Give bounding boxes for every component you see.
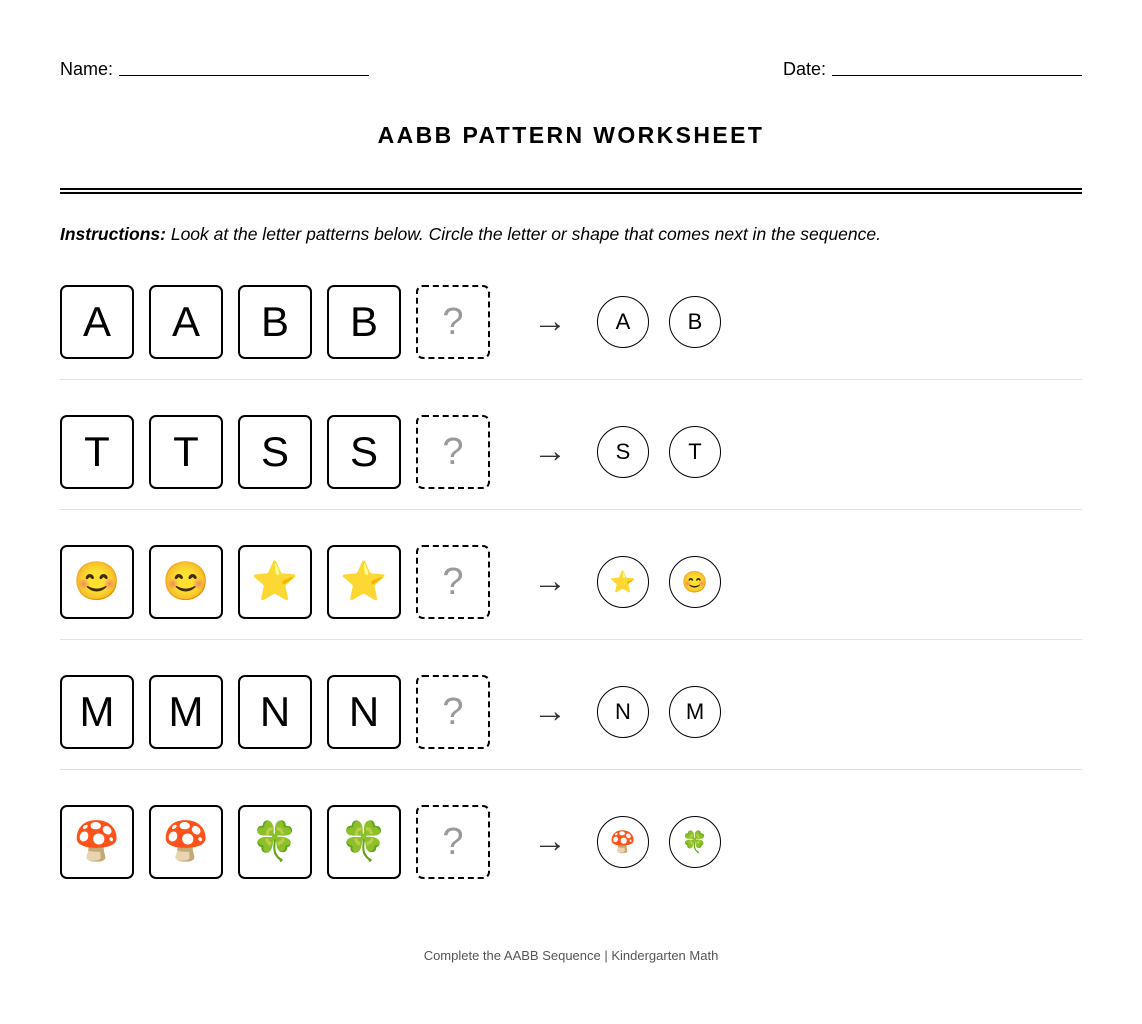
question-mark-icon: ? [442, 690, 464, 733]
question-mark-icon: ? [442, 820, 464, 863]
star-icon: ⭐ [251, 561, 299, 603]
pattern-tile [327, 285, 401, 359]
mushroom-icon: 🍄 [162, 821, 210, 863]
tile-letter: S [349, 428, 378, 475]
arrow-right-icon: → [533, 302, 567, 340]
tile-letter: S [260, 428, 289, 475]
choice-letter: T [688, 439, 702, 464]
question-mark-icon: ? [442, 560, 464, 603]
page-title: AABB PATTERN WORKSHEET [377, 122, 765, 148]
instructions-text: Look at the letter patterns below. Circle the letter or shape that comes next in the sequence. [165, 224, 881, 244]
choice-letter: M [685, 699, 705, 724]
tile-letter: M [79, 688, 115, 735]
header-fields [60, 58, 1082, 82]
pattern-tile [149, 545, 223, 619]
pattern-tile [327, 415, 401, 489]
pattern-tile [149, 675, 223, 749]
tile-letter: B [260, 298, 289, 345]
pattern-tile [327, 675, 401, 749]
choice-letter: B [687, 309, 703, 334]
arrow-right-icon: → [533, 692, 567, 730]
name-label: Name: [60, 59, 114, 79]
pattern-row [60, 415, 1082, 545]
answer-choice[interactable] [597, 686, 649, 738]
pattern-row [60, 285, 1082, 415]
pattern-tile [60, 675, 134, 749]
pattern-tile [149, 805, 223, 879]
four-leaf-clover-icon: 🍀 [681, 830, 709, 854]
answer-choice[interactable] [669, 816, 721, 868]
row-divider [60, 509, 1082, 510]
pattern-row [60, 545, 1082, 675]
question-mark-icon: ? [442, 300, 464, 343]
date-blank-line [832, 58, 1082, 76]
pattern-tile [238, 285, 312, 359]
pattern-tile [60, 285, 134, 359]
name-field [60, 58, 369, 80]
mushroom-icon: 🍄 [609, 830, 637, 854]
pattern-row [60, 675, 1082, 805]
answer-choice[interactable] [597, 426, 649, 478]
missing-tile [416, 545, 490, 619]
smiling-face-icon: 😊 [73, 561, 121, 603]
four-leaf-clover-icon: 🍀 [251, 821, 299, 863]
pattern-tile [60, 415, 134, 489]
pattern-tile [60, 805, 134, 879]
answer-choice[interactable] [597, 816, 649, 868]
answer-choice[interactable] [597, 296, 649, 348]
pattern-tile [149, 285, 223, 359]
tile-letter: N [259, 688, 291, 735]
answer-choice[interactable] [669, 686, 721, 738]
missing-tile [416, 805, 490, 879]
star-icon: ⭐ [340, 561, 388, 603]
four-leaf-clover-icon: 🍀 [340, 821, 388, 863]
answer-choice[interactable] [669, 296, 721, 348]
pattern-tile [327, 545, 401, 619]
tile-letter: T [84, 428, 110, 475]
pattern-tile [60, 545, 134, 619]
tile-letter: A [171, 298, 200, 345]
mushroom-icon: 🍄 [73, 821, 121, 863]
pattern-tile [149, 415, 223, 489]
pattern-tile [238, 415, 312, 489]
smiling-face-icon: 😊 [162, 561, 210, 603]
star-icon: ⭐ [609, 570, 637, 594]
tile-letter: M [168, 688, 204, 735]
date-field [783, 58, 1082, 80]
answer-choice[interactable] [597, 556, 649, 608]
answer-choice[interactable] [669, 426, 721, 478]
pattern-tile [327, 805, 401, 879]
date-label: Date: [782, 59, 826, 79]
tile-letter: T [173, 428, 199, 475]
missing-tile [416, 675, 490, 749]
tile-letter: N [348, 688, 380, 735]
arrow-right-icon: → [533, 562, 567, 600]
arrow-right-icon: → [533, 822, 567, 860]
missing-tile [416, 415, 490, 489]
arrow-right-icon: → [533, 432, 567, 470]
row-divider [60, 769, 1082, 770]
row-divider [60, 379, 1082, 380]
choice-letter: A [615, 309, 631, 334]
smiling-face-icon: 😊 [681, 570, 709, 594]
instructions-label: Instructions: [60, 224, 166, 244]
row-divider [60, 639, 1082, 640]
title-divider [60, 188, 1082, 194]
question-mark-icon: ? [442, 430, 464, 473]
pattern-row [60, 805, 1082, 935]
pattern-tile [238, 805, 312, 879]
choice-letter: N [615, 699, 631, 724]
tile-letter: A [82, 298, 111, 345]
name-blank-line [119, 58, 369, 76]
answer-choice[interactable] [669, 556, 721, 608]
footer-text: Complete the AABB Sequence | Kindergarten Math [423, 948, 719, 963]
missing-tile [416, 285, 490, 359]
choice-letter: S [615, 439, 631, 464]
pattern-tile [238, 545, 312, 619]
pattern-tile [238, 675, 312, 749]
tile-letter: B [349, 298, 378, 345]
instructions [60, 224, 881, 245]
